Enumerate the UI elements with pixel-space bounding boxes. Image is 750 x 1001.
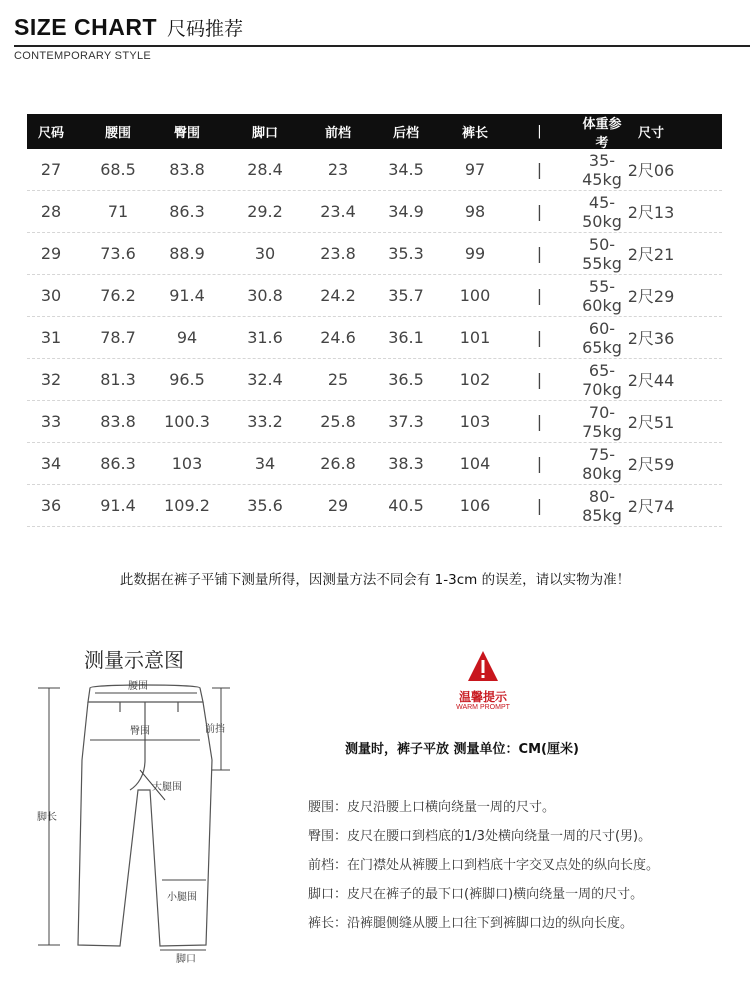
table-row	[27, 191, 722, 233]
table-cell-size: 29	[40, 244, 62, 263]
table-cell-separator: |	[536, 454, 543, 473]
table-cell-hip: 103	[171, 454, 203, 473]
table-cell-weight: 50-55kg	[582, 234, 622, 273]
table-cell-size: 31	[40, 328, 62, 347]
table-cell-separator: |	[536, 244, 543, 263]
definition-item	[308, 827, 659, 856]
table-cell-size-chi: 2尺06	[627, 161, 675, 180]
table-cell-hip: 94	[176, 328, 198, 347]
definition-text: 皮尺沿腰上口横向绕量一周的尺寸。	[347, 800, 556, 815]
definition-item	[308, 914, 659, 943]
table-cell-length: 106	[459, 496, 491, 515]
table-cell-front-rise: 24.6	[320, 328, 356, 347]
table-cell-length: 98	[464, 202, 486, 221]
definition-text: 沿裤腿侧缝从腰上口往下到裤脚口边的纵向长度。	[347, 916, 634, 931]
definition-label: 臀围：	[308, 829, 348, 844]
table-cell-hip: 96.5	[169, 370, 205, 389]
table-cell-size: 28	[40, 202, 62, 221]
table-cell-separator: |	[536, 328, 543, 347]
table-cell-length: 104	[459, 454, 491, 473]
table-cell-back-rise: 35.7	[388, 286, 424, 305]
pants-fly	[130, 702, 145, 790]
table-cell-back-rise: 34.5	[388, 160, 424, 179]
table-cell-front-rise: 25	[327, 370, 349, 389]
table-cell-length: 102	[459, 370, 491, 389]
table-cell-hip: 91.4	[169, 286, 205, 305]
table-cell-hip: 86.3	[169, 202, 205, 221]
header-title	[14, 14, 750, 41]
table-cell-size-chi: 2尺44	[627, 371, 675, 390]
table-cell-weight: 80-85kg	[582, 486, 622, 525]
table-cell-length: 100	[459, 286, 491, 305]
table-cell-weight: 75-80kg	[582, 444, 622, 483]
table-cell-waist: 78.7	[100, 328, 136, 347]
header-divider	[14, 45, 750, 47]
definition-text: 皮尺在腰口到档底的1/3处横向绕量一周的尺寸(男)。	[347, 829, 652, 844]
table-cell-hem: 35.6	[247, 496, 283, 515]
table-row	[27, 233, 722, 275]
label-waist: 腰围	[128, 681, 148, 692]
label-leg-length: 脚长	[37, 812, 57, 823]
table-row	[27, 149, 722, 191]
warm-prompt-cn: 温馨提示	[458, 690, 507, 704]
definition-label: 腰围：	[308, 800, 348, 815]
table-cell-separator: |	[536, 370, 543, 389]
table-cell-waist: 86.3	[100, 454, 136, 473]
table-cell-front-rise: 23.8	[320, 244, 356, 263]
table-cell-size: 36	[40, 496, 62, 515]
table-cell-size: 33	[40, 412, 62, 431]
table-cell-waist: 83.8	[100, 412, 136, 431]
pants-diagram	[0, 670, 300, 970]
column-header-front-rise: 前档	[324, 126, 351, 141]
table-cell-front-rise: 26.8	[320, 454, 356, 473]
table-cell-weight: 45-50kg	[582, 192, 622, 231]
table-row	[27, 317, 722, 359]
measurement-note: 此数据在裤子平铺下测量所得，因测量方法不同会有 1-3cm 的误差，请以实物为准！	[119, 572, 631, 588]
title-cn: 尺码推荐	[167, 18, 244, 40]
table-cell-weight: 70-75kg	[582, 402, 622, 441]
table-cell-front-rise: 24.2	[320, 286, 356, 305]
table-cell-size: 27	[40, 160, 62, 179]
table-cell-size-chi: 2尺29	[627, 287, 675, 306]
table-cell-size: 32	[40, 370, 62, 389]
table-cell-size-chi: 2尺36	[627, 329, 675, 348]
table-cell-separator: |	[536, 202, 543, 221]
table-cell-weight: 60-65kg	[582, 318, 622, 357]
table-row	[27, 359, 722, 401]
column-header-waist: 腰围	[104, 126, 131, 141]
table-row	[27, 401, 722, 443]
table-cell-hip: 109.2	[164, 496, 210, 515]
table-cell-hip: 83.8	[169, 160, 205, 179]
column-header-hem: 脚口	[251, 126, 278, 141]
table-cell-weight: 35-45kg	[582, 150, 622, 189]
table-row	[27, 485, 722, 527]
warning-icon	[467, 650, 499, 684]
definition-text: 在门襟处从裤腰上口到档底十字交叉点处的纵向长度。	[347, 858, 660, 873]
table-cell-hem: 30	[254, 244, 276, 263]
table-body	[27, 149, 722, 527]
table-cell-front-rise: 23.4	[320, 202, 356, 221]
column-header-size-chi: 尺寸	[637, 126, 664, 141]
table-cell-front-rise: 23	[327, 160, 349, 179]
table-cell-waist: 81.3	[100, 370, 136, 389]
table-cell-front-rise: 29	[327, 496, 349, 515]
warm-prompt-en: WARM PROMPT	[456, 704, 510, 711]
table-cell-weight: 55-60kg	[582, 276, 622, 315]
table-cell-length: 103	[459, 412, 491, 431]
table-cell-hem: 33.2	[247, 412, 283, 431]
table-cell-waist: 73.6	[100, 244, 136, 263]
table-cell-length: 97	[464, 160, 486, 179]
column-header-weight: 体重参考	[582, 116, 622, 151]
table-cell-back-rise: 36.5	[388, 370, 424, 389]
label-hem: 脚口	[176, 954, 196, 965]
table-cell-hip: 88.9	[169, 244, 205, 263]
table-cell-hem: 28.4	[247, 160, 283, 179]
definition-item	[308, 856, 659, 885]
table-cell-back-rise: 34.9	[388, 202, 424, 221]
definition-item	[308, 798, 659, 827]
definition-text: 皮尺在裤子的最下口(裤脚口)横向绕量一周的尺寸。	[347, 887, 644, 902]
table-cell-size-chi: 2尺59	[627, 455, 675, 474]
page-header	[14, 14, 750, 41]
table-cell-size-chi: 2尺74	[627, 497, 675, 516]
table-cell-separator: |	[536, 160, 543, 179]
table-cell-separator: |	[536, 496, 543, 515]
table-cell-size-chi: 2尺51	[627, 413, 675, 432]
header-subtitle: CONTEMPORARY STYLE	[14, 50, 152, 62]
table-cell-hip: 100.3	[164, 412, 210, 431]
table-cell-size-chi: 2尺21	[627, 245, 675, 264]
table-cell-size: 34	[40, 454, 62, 473]
definition-item	[308, 885, 659, 914]
table-cell-waist: 76.2	[100, 286, 136, 305]
table-cell-separator: |	[536, 286, 543, 305]
label-calf: 小腿围	[167, 892, 197, 903]
table-cell-separator: |	[536, 412, 543, 431]
table-cell-hem: 31.6	[247, 328, 283, 347]
column-header-length: 裤长	[461, 126, 488, 141]
table-cell-hem: 30.8	[247, 286, 283, 305]
table-cell-weight: 65-70kg	[582, 360, 622, 399]
definition-label: 脚口：	[308, 887, 348, 902]
table-cell-back-rise: 40.5	[388, 496, 424, 515]
table-cell-waist: 68.5	[100, 160, 136, 179]
table-cell-back-rise: 38.3	[388, 454, 424, 473]
diagram-title: 测量示意图	[84, 648, 184, 672]
size-table	[27, 114, 722, 527]
definitions-list	[308, 798, 659, 943]
table-cell-hem: 34	[254, 454, 276, 473]
table-row	[27, 443, 722, 485]
table-cell-front-rise: 25.8	[320, 412, 356, 431]
table-cell-length: 101	[459, 328, 491, 347]
table-cell-size: 30	[40, 286, 62, 305]
measure-unit-note: 测量时，裤子平放 测量单位：CM(厘米)	[345, 742, 579, 757]
table-cell-length: 99	[464, 244, 486, 263]
column-header-size: 尺码	[37, 126, 64, 141]
table-cell-back-rise: 36.1	[388, 328, 424, 347]
definition-label: 前档：	[308, 858, 348, 873]
label-hip: 臀围	[130, 726, 150, 737]
table-cell-waist: 71	[107, 202, 129, 221]
definition-label: 裤长：	[308, 916, 348, 931]
table-cell-back-rise: 35.3	[388, 244, 424, 263]
column-header-hip: 臀围	[173, 126, 200, 141]
table-cell-size-chi: 2尺13	[627, 203, 675, 222]
table-cell-waist: 91.4	[100, 496, 136, 515]
table-cell-hem: 29.2	[247, 202, 283, 221]
title-en: SIZE CHART	[14, 14, 157, 40]
label-front-rise: 前挡	[205, 724, 225, 735]
column-header-back-rise: 后档	[392, 126, 419, 141]
table-row	[27, 275, 722, 317]
table-header-row	[27, 114, 722, 149]
column-header-separator: |	[537, 124, 542, 139]
table-cell-back-rise: 37.3	[388, 412, 424, 431]
table-cell-hem: 32.4	[247, 370, 283, 389]
label-thigh: 大腿围	[152, 782, 182, 793]
